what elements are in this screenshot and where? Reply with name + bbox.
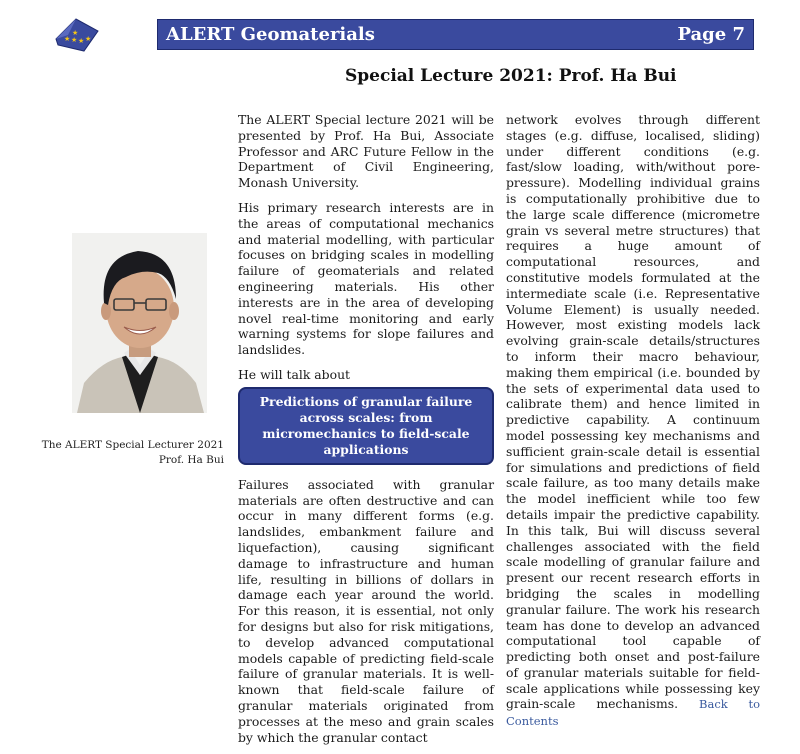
svg-text:★: ★	[72, 29, 79, 37]
lecturer-photo	[72, 233, 207, 413]
abstract-paragraph-1: Failures associated with granular materials are often destructive and can occur in many different forms (e.g. landslides, embankment failure and liquefaction), causing significant damage to infrastructure and human life, resulting in billions of dollars in damage each year around the world. For this reason, it is essential, not only for designs but also for risk mitigations, to develop advanced computational models capable of predicting field-scale failure of granular materials. It is well-known that field-scale failure of granular materials originated from processes at the meso and grain scales by which the granular contact	[238, 476, 494, 745]
caption-line-1: The ALERT Special Lecturer 2021	[41, 439, 224, 451]
left-column	[238, 112, 494, 754]
svg-text:★: ★	[78, 37, 85, 45]
abstract-paragraph-2	[506, 112, 760, 730]
svg-text:★: ★	[85, 35, 92, 43]
svg-text:★: ★	[71, 36, 78, 44]
page-number: Page 7	[677, 24, 745, 45]
header-bar	[157, 19, 754, 50]
right-column	[506, 112, 760, 739]
back-to-contents-link[interactable]: Back to Contents	[506, 697, 760, 729]
lecture-title: Special Lecture 2021: Prof. Ha Bui	[345, 66, 677, 86]
photo-caption	[40, 438, 224, 468]
abstract-text: network evolves through different stages (e.g. diffuse, localised, sliding) under different conditions (e.g. fast/slow loading, with/without pore-pressure). Modelling individual grains is computationally prohibitive due to the large scale difference (micrometre grain vs several metre structures) that requires a huge amount of computational resources, and constitutive models formulated at the intermediate scale (i.e. Representative Volume Element) is usually needed. However, most existing models lack evolving grain-scale details/structures to inform their macro behaviour, making them empirical (i.e. bounded by the sets of experimental data used to calibrate them) and hence limited in predictive capability. A continuum model possessing key mechanisms and sufficient grain-scale detail is essential for simulations and predictions of field scale failure, as too many details make the model inefficient while too few details impair the predictive capability. In this talk, Bui will discuss several challenges associated with the field scale modelling of granular failure and present our recent research efforts in bridging the scales in modelling granular failure. The work his research team has done to develop an advanced computational tool capable of predicting both onset and post-failure of granular materials suitable for field-scale applications while possessing key grain-scale mechanisms.	[506, 112, 760, 712]
eu-stars-logo	[54, 17, 100, 53]
publication-title: ALERT Geomaterials	[166, 24, 375, 45]
research-interests-paragraph: His primary research interests are in the areas of computational mechanics and material modelling, with particular focuses on bridging scales in modelling failure of geomaterials and related engineering materials. His other interests are in the area of developing novel real-time monitoring and early warning systems for slope failures and landslides.	[238, 199, 494, 358]
talk-intro-text: He will talk about	[238, 366, 351, 382]
intro-paragraph: The ALERT Special lecture 2021 will be presented by Prof. Ha Bui, Associate Professor and ARC Future Fellow in the Department of Civil Engineering, Monash University.	[238, 112, 494, 191]
talk-title-box: Predictions of granular failure across scales: from micromechanics to field-scale applications	[238, 387, 494, 465]
caption-line-2: Prof. Ha Bui	[158, 454, 224, 466]
svg-text:★: ★	[64, 35, 71, 43]
